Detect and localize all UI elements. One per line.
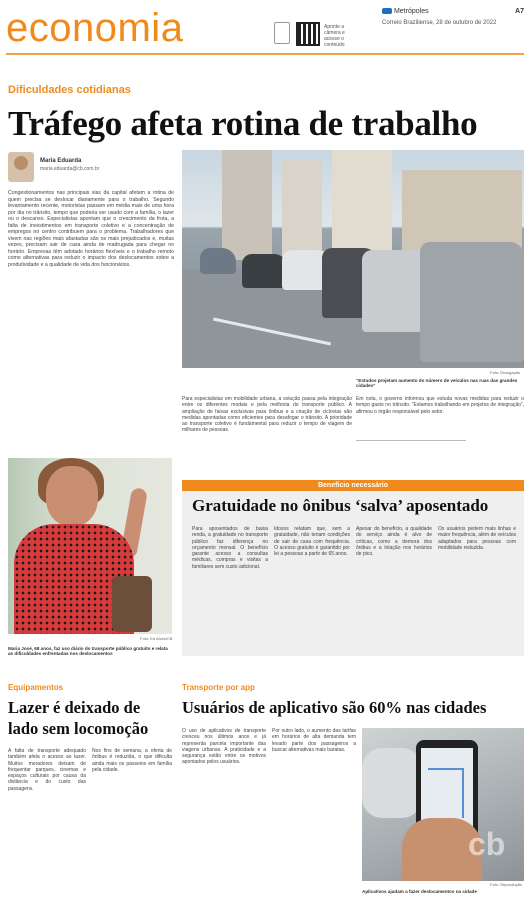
left-text-col-1: A falta de transporte adequado também afeta o acesso ao lazer. Muitos moradores deixam de frequentar parques, cinemas e espaços culturais por causa da distância e do custo das passagens. <box>8 748 86 792</box>
left-kicker: Equipamentos <box>8 683 64 692</box>
left-headline: Lazer é deixado de lado sem locomoção <box>8 698 149 738</box>
woman-photo-credit: Foto: Ed Alves/CB <box>140 636 173 641</box>
masthead <box>0 0 530 62</box>
header-divider <box>6 53 524 55</box>
box-banner: Benefício necessário <box>182 480 524 491</box>
phone-photo-caption: Aplicativos ajudam a fazer deslocamentos na cidade <box>362 889 477 894</box>
box-headline: Gratuidade no ônibus ‘salva’ aposentado <box>192 496 489 515</box>
byline <box>8 152 176 186</box>
section-title: economia <box>6 6 184 50</box>
right-headline: Usuários de aplicativo são 60% nas cidades <box>182 698 487 717</box>
header-date: Correio Braziliense, 28 de outubro de 2022 <box>382 20 497 26</box>
qr-code-icon[interactable] <box>296 22 320 46</box>
main-story-body-2: Para especialistas em mobilidade urbana, a solução passa pela integração entre os diferentes modais e pela melhoria do transporte público. A ampliação de faixas exclusivas para ônibus e a criação de ciclovias são medidas apontadas como eficientes para desafogar o trânsito. A prioridade ao transporte coletivo é fundamental para reduzir o tempo de viagem de milhares de pessoas. <box>182 396 352 434</box>
page-number: A7 <box>515 8 524 15</box>
newspaper-logo-icon <box>274 22 290 44</box>
main-kicker: Dificuldades cotidianas <box>8 84 131 96</box>
edition-icon <box>382 8 392 14</box>
author-avatar <box>8 152 34 182</box>
main-headline: Tráfego afeta rotina de trabalho <box>8 104 478 143</box>
right-text-col-2: Por outro lado, o aumento das tarifas em horários de alta demanda tem levado parte dos passageiros a buscar alternativas mais baratas. <box>272 728 356 753</box>
box-text-col-3: Apesar do benefício, a qualidade do serviço ainda é alvo de críticas, como a demora dos ônibus e a lotação nos horários de pico. <box>356 526 432 558</box>
right-text-col-1: O uso de aplicativos de transporte cresceu nos últimos anos e já representa parcela importante das viagens urbanas. A praticidade e a segurança estão entre os motivos apontados pelos usuários. <box>182 728 266 766</box>
box-text-col-2: Idosos relatam que, sem a gratuidade, não teriam condições de sair de casa com frequência. O acesso gratuito é garantido por lei a pessoas a partir de 65 anos. <box>274 526 350 558</box>
traffic-photo-caption: “Estudos projetam aumento do número de veículos nas ruas das grandes cidades” <box>356 378 518 388</box>
phone-photo-credit: Foto: Reprodução <box>490 882 523 887</box>
main-story-body-3: Em nota, o governo informou que estuda novas medidas para reduzir o tempo gasto no trânsito. “Estamos trabalhando em projetos de integração”, afirmou o órgão responsável pelo setor. <box>356 396 524 415</box>
author-email[interactable]: maria.eduarda@cb.com.br <box>40 166 100 172</box>
left-text-col-2: Nos fins de semana, a oferta de ônibus é reduzida, o que dificulta ainda mais os passeios em família pela cidade. <box>92 748 172 773</box>
edition-label: Metrópoles <box>393 8 429 15</box>
box-text-col-1: Para aposentados de baixa renda, a gratuidade no transporte público faz diferença no orçamento mensal. O benefício garante acesso a consultas médicas, compras e visitas a familiares sem custo adicional. <box>192 526 268 570</box>
header-edition <box>382 8 524 18</box>
woman-photo <box>8 458 172 634</box>
traffic-photo <box>182 150 524 368</box>
right-kicker: Transporte por app <box>182 683 255 692</box>
main-story-body: Congestionamentos nas principais vias da capital afetam a rotina de quem precisa se deslocar diariamente para o trabalho. Segundo levantamento recente, motoristas passam em média mais de uma hora por dia no trânsito, tempo que poderia ser usado com a família, o lazer ou o descanso. Especialistas apontam que o crescimento da frota, a falta de investimentos em transporte coletivo e a concentração de empregos no centro contribuem para o problema. Trabalhadores que vivem nas regiões mais afastadas são os mais prejudicados e, muitas vezes, precisam sair de casa ainda de madrugada para chegar no horário. Empresas têm adotado horários flexíveis e o trabalho remoto como alternativas para reduzir o impacto dos deslocamentos sobre a produtividade e a qualidade de vida dos funcionários. <box>8 190 174 268</box>
traffic-photo-credit: Foto: Divulgação <box>490 370 521 375</box>
watermark-logo: cb <box>468 826 506 862</box>
box-story <box>182 480 524 656</box>
woman-photo-caption: Maria José, 68 anos, faz uso diário do transporte público gratuito e relata as dificuldades enfrentadas nos deslocamentos <box>8 646 168 656</box>
author-name: Maria Eduarda <box>40 158 82 164</box>
box-text-col-4: Os usuários pedem mais linhas e maior frequência, além de veículos adaptados para pessoas com mobilidade reduzida. <box>438 526 516 551</box>
qr-caption: Aponte a câmera e acesse o conteúdo <box>324 24 345 48</box>
divider <box>356 440 466 441</box>
